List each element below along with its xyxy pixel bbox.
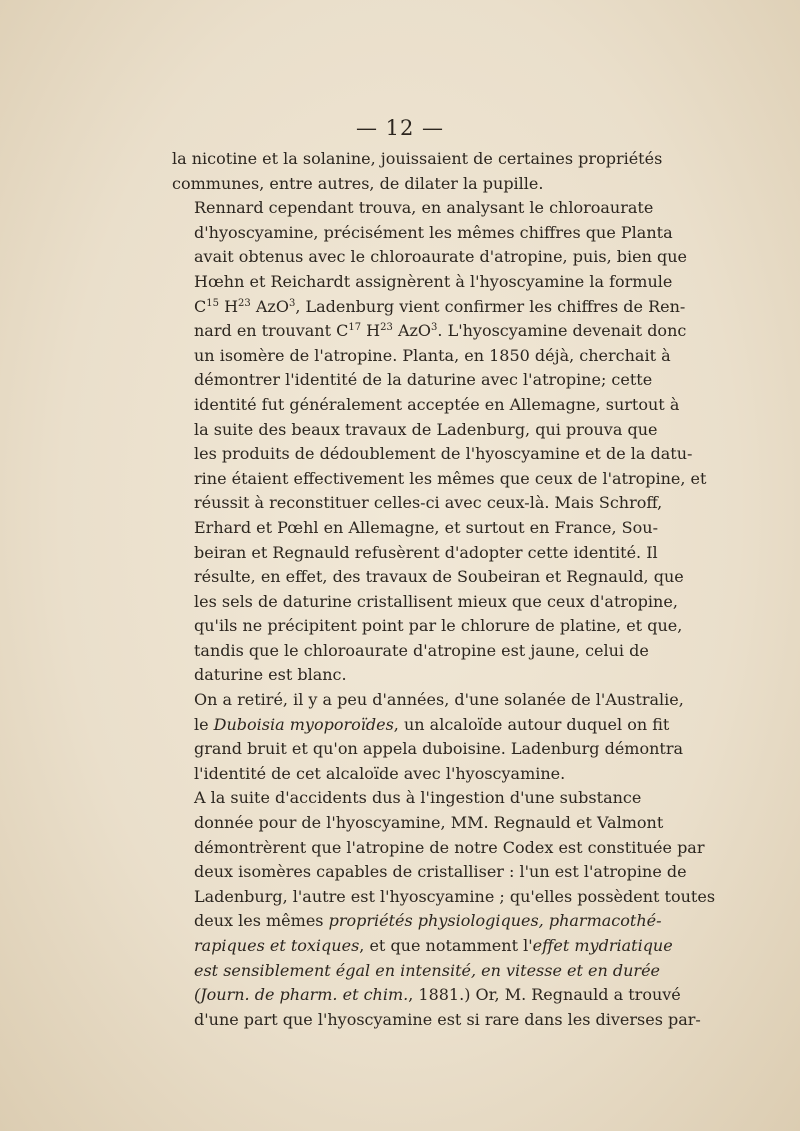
paragraph [172,786,716,1032]
text-line: beiran et Regnauld refusèrent d'adopter cette identité. Il [194,542,658,562]
text-line: (Journ. de pharm. et chim., 1881.) Or, M. Regnauld a trouvé [194,985,681,1005]
text-line: réussit à reconstituer celles-ci avec ceux-là. Mais Schroff, [194,493,663,513]
text-line: communes, entre autres, de dilater la pupille. [172,173,544,193]
text-line: On a retiré, il y a peu d'années, d'une solanée de l'Australie, [194,690,684,710]
page-number: — 12 — [355,116,445,140]
text-line: identité fut généralement acceptée en Allemagne, surtout à [194,394,680,414]
text-line: Rennard cependant trouva, en analysant le chloroaurate [194,198,654,218]
paragraph [172,147,663,196]
text-line: les produits de dédoublement de l'hyoscyamine et de la datu- [194,444,693,464]
text-line: Ladenburg, l'autre est l'hyoscyamine ; qu'elles possèdent toutes [194,886,716,906]
paragraph [172,688,684,786]
text-line: la suite des beaux travaux de Ladenburg, qui prouva que [194,419,658,439]
paragraph [172,196,707,688]
text-line: d'une part que l'hyoscyamine est si rare dans les diverses par- [194,1009,701,1029]
text-line: donnée pour de l'hyoscyamine, MM. Regnauld et Valmont [194,813,664,833]
text-line: rapiques et toxiques, et que notamment l'effet mydriatique [194,936,673,955]
text-line: grand bruit et qu'on appela duboisine. Ladenburg démontra [194,739,684,759]
text-line: qu'ils ne précipitent point par le chlorure de platine, et que, [194,616,683,636]
text-line: deux les mêmes propriétés physiologiques, pharmacothé- [194,911,662,931]
text-line: démontrèrent que l'atropine de notre Codex est constituée par [194,837,705,857]
text-line: avait obtenus avec le chloroaurate d'atropine, puis, bien que [194,247,687,267]
text-line: deux isomères capables de cristalliser : l'un est l'atropine de [194,862,687,882]
text-line: A la suite d'accidents dus à l'ingestion d'une substance [194,788,642,808]
text-line: démontrer l'identité de la daturine avec l'atropine; cette [194,370,653,390]
text-line: les sels de daturine cristallisent mieux que ceux d'atropine, [194,591,678,611]
text-line: résulte, en effet, des travaux de Soubeiran et Regnauld, que [194,567,684,587]
text-line: le Duboisia myoporoïdes, un alcaloïde autour duquel on fit [194,714,670,734]
text-line: tandis que le chloroaurate d'atropine est jaune, celui de [194,640,649,660]
text-line: un isomère de l'atropine. Planta, en 1850 déjà, cherchait à [194,345,671,365]
text-line: $C^{15}$ $H^{23}$ AzO$^3$, Ladenburg vient confirmer les chiffres de Ren- [194,296,686,316]
text-line: d'hyoscyamine, précisément les mêmes chiffres que Planta [194,222,673,242]
text-line: Erhard et Pœhl en Allemagne, et surtout en France, Sou- [194,517,658,537]
text-line: l'identité de cet alcaloïde avec l'hyoscyamine. [194,763,566,783]
text-line: nard en trouvant $C^{17}$ $H^{23}$ AzO$^3$. L'hyoscyamine devenait donc [194,321,687,341]
text-line: est sensiblement égal en intensité, en vitesse et en durée [194,960,660,980]
text-line: rine étaient effectivement les mêmes que ceux de l'atropine, et [194,468,707,488]
text-line: Hœhn et Reichardt assignèrent à l'hyoscyamine la formule [194,271,673,291]
text-line: la nicotine et la solanine, jouissaient de certaines propriétés [172,149,663,168]
body-text [172,147,716,1032]
text-line: daturine est blanc. [194,665,347,685]
